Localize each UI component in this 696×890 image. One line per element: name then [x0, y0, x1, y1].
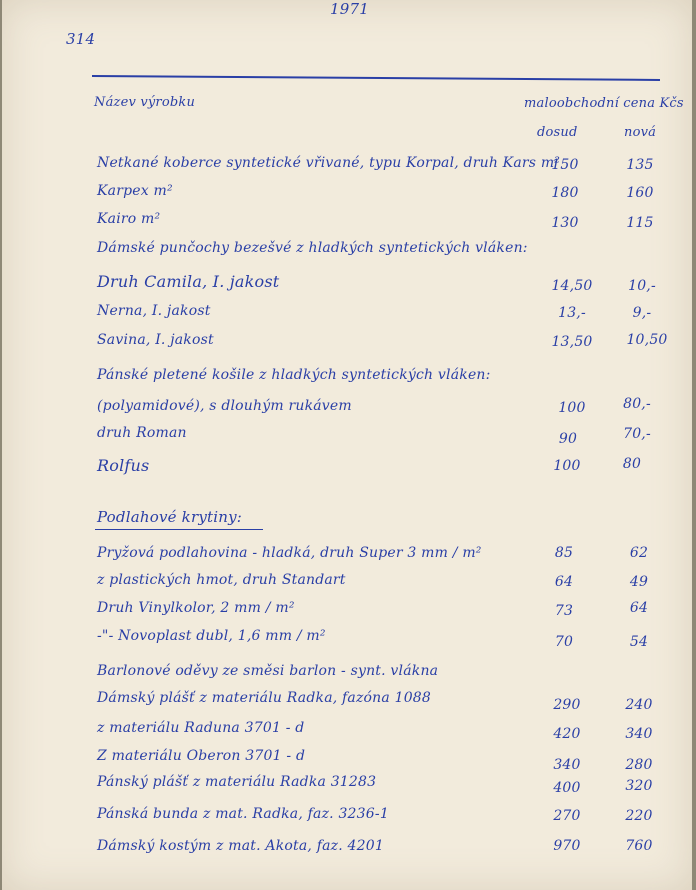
row-new-price: 240	[625, 697, 653, 713]
row-name: druh Roman	[97, 425, 187, 441]
row-new-price: 220	[625, 808, 653, 824]
year-heading: 1971	[330, 0, 369, 18]
row-name: Pánské pletené košile z hladkých syntetických vláken:	[97, 367, 491, 383]
row-new-price: 10,-	[628, 278, 656, 294]
row-new-price: 80	[622, 456, 642, 472]
row-new-price: 49	[629, 574, 649, 590]
row-old-price: 420	[553, 726, 581, 742]
row-old-price: 64	[554, 574, 574, 590]
row-old-price: 290	[553, 697, 581, 713]
row-new-price: 160	[626, 185, 654, 201]
row-old-price: 130	[551, 215, 579, 231]
row-new-price: 62	[629, 545, 649, 561]
row-name: Nerna, I. jakost	[97, 303, 211, 319]
row-name: Rolfus	[97, 456, 150, 475]
row-name: Z materiálu Oberon 3701 - d	[97, 748, 306, 764]
row-old-price: 270	[553, 808, 581, 824]
row-name: Savina, I. jakost	[97, 332, 214, 348]
row-name: Kairo m²	[97, 211, 161, 227]
row-new-price: 54	[629, 634, 649, 650]
row-new-price: 9,-	[632, 305, 652, 321]
row-name: Karpex m²	[97, 183, 173, 199]
row-new-price: 320	[625, 778, 653, 794]
row-old-price: 14,50	[551, 278, 593, 294]
ledger-page	[2, 0, 692, 890]
col-old-header: dosud	[537, 125, 578, 140]
row-old-price: 70	[554, 634, 574, 650]
col-new-header: nová	[624, 125, 657, 140]
row-name: -"- Novoplast dubl, 1,6 mm / m²	[97, 628, 326, 644]
price-header: maloobchodní cena Kčs	[524, 96, 684, 111]
row-old-price: 150	[551, 157, 579, 173]
row-name: (polyamidové), s dlouhým rukávem	[97, 398, 352, 414]
row-name: Pryžová podlahovina - hladká, druh Super 3 mm / m²	[97, 545, 482, 561]
row-old-price: 90	[558, 431, 578, 447]
row-old-price: 73	[554, 603, 574, 619]
row-name: Netkané koberce syntetické vřivané, typu Korpal, druh Kars m²	[97, 155, 561, 171]
row-new-price: 760	[625, 838, 653, 854]
row-old-price: 100	[553, 458, 581, 474]
section-title: Podlahové krytiny:	[97, 508, 243, 526]
row-new-price: 115	[626, 215, 654, 231]
row-new-price: 10,50	[626, 332, 668, 348]
page-number: 314	[66, 30, 96, 48]
row-old-price: 340	[553, 757, 581, 773]
row-old-price: 400	[553, 780, 581, 796]
row-name: z materiálu Raduna 3701 - d	[97, 720, 305, 736]
row-name: Barlonové oděvy ze směsi barlon - synt. vlákna	[97, 663, 439, 679]
row-name: Druh Camila, I. jakost	[97, 272, 280, 291]
row-name: Dámský kostým z mat. Akota, faz. 4201	[97, 838, 384, 854]
row-new-price: 135	[626, 157, 654, 173]
row-new-price: 280	[625, 757, 653, 773]
row-new-price: 64	[629, 600, 649, 616]
row-old-price: 85	[554, 545, 574, 561]
product-name-header: Název výrobku	[94, 95, 196, 110]
row-old-price: 970	[553, 838, 581, 854]
row-old-price: 13,50	[551, 334, 593, 350]
row-old-price: 100	[558, 400, 586, 416]
row-name: Pánská bunda z mat. Radka, faz. 3236-1	[97, 806, 389, 822]
header-rule	[92, 75, 660, 81]
section-title-underline	[95, 529, 263, 530]
row-name: z plastických hmot, druh Standart	[97, 572, 346, 588]
row-name: Druh Vinylkolor, 2 mm / m²	[97, 600, 295, 616]
row-new-price: 70,-	[623, 426, 651, 442]
row-new-price: 340	[625, 726, 653, 742]
row-new-price: 80,-	[623, 396, 651, 412]
row-name: Pánský plášť z materiálu Radka 31283	[97, 774, 377, 790]
row-old-price: 13,-	[558, 305, 586, 321]
row-name: Dámské punčochy bezešvé z hladkých syntetických vláken:	[97, 240, 528, 256]
row-name: Dámský plášť z materiálu Radka, fazóna 1088	[97, 690, 432, 706]
row-old-price: 180	[551, 185, 579, 201]
